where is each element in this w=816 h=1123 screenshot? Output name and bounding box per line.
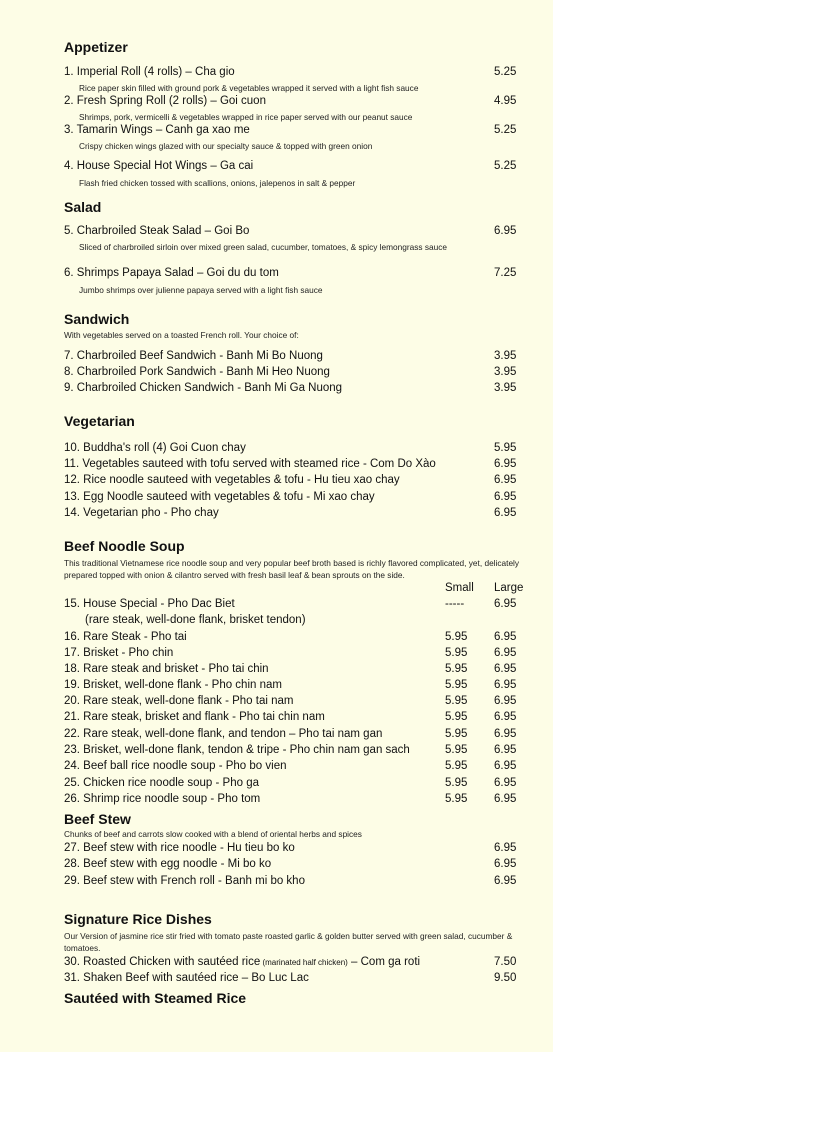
menu-item-price-large: 6.95 [494,793,517,805]
menu-item-price: 6.95 [494,491,517,503]
menu-item-name: 11. Vegetables sauteed with tofu served with steamed rice - Com Do Xào [64,458,436,470]
menu-item-name-tail: – Com ga roti [347,956,421,968]
menu-item-name: 26. Shrimp rice noodle soup - Pho tom [64,793,261,805]
menu-item-description: Jumbo shrimps over julienne papaya served with a light fish sauce [79,285,323,295]
menu-item-price-small: 5.95 [445,728,468,740]
menu-item-price-large: 6.95 [494,744,517,756]
menu-item-price: 4.95 [494,95,517,107]
menu-item-price: 6.95 [494,842,517,854]
menu-item-name: 3. Tamarin Wings – Canh ga xao me [64,124,250,136]
menu-item-name: 4. House Special Hot Wings – Ga cai [64,160,254,172]
menu-item-price-small: 5.95 [445,711,468,723]
menu-item-name: 10. Buddha's roll (4) Goi Cuon chay [64,442,246,454]
menu-item-name: 5. Charbroiled Steak Salad – Goi Bo [64,225,250,237]
menu-item-price-large: 6.95 [494,728,517,740]
menu-item-name-note: (marinated half chicken) [260,958,348,967]
menu-item-price: 6.95 [494,474,517,486]
menu-item-name: 28. Beef stew with egg noodle - Mi bo ko [64,858,272,870]
menu-item-name: 29. Beef stew with French roll - Banh mi bo kho [64,875,305,887]
menu-item-price-large: 6.95 [494,711,517,723]
section-title-sauteed: Sautéed with Steamed Rice [64,990,247,1006]
menu-item-price-small: 5.95 [445,793,468,805]
menu-item-price: 5.25 [494,124,517,136]
menu-item-price-small: 5.95 [445,760,468,772]
menu-item-price-small: ----- [445,598,465,610]
menu-item-name: 18. Rare steak and brisket - Pho tai chin [64,663,269,675]
menu-item-price-small: 5.95 [445,777,468,789]
menu-item-name: 2. Fresh Spring Roll (2 rolls) – Goi cuon [64,95,266,107]
menu-item-price-large: 6.95 [494,631,517,643]
menu-item-price-large: 6.95 [494,679,517,691]
menu-item-price-large: 6.95 [494,598,517,610]
menu-item-price: 6.95 [494,507,517,519]
menu-item-price: 6.95 [494,858,517,870]
menu-item-name: 7. Charbroiled Beef Sandwich - Banh Mi Bo Nuong [64,350,323,362]
section-note-beef-stew: Chunks of beef and carrots slow cooked with a blend of oriental herbs and spices [64,829,362,839]
menu-item-description: Rice paper skin filled with ground pork & vegetables wrapped it served with a light fish sauce [79,83,419,93]
menu-item-name: 31. Shaken Beef with sautéed rice – Bo Luc Lac [64,972,309,984]
menu-item-price: 6.95 [494,458,517,470]
menu-item-price: 5.25 [494,66,517,78]
menu-item-price: 7.50 [494,956,517,968]
menu-item-name [64,956,420,968]
menu-item-price: 3.95 [494,366,517,378]
menu-item-price-large: 6.95 [494,760,517,772]
menu-item-price-large: 6.95 [494,647,517,659]
section-title-appetizer: Appetizer [64,39,128,55]
menu-item-price-small: 5.95 [445,744,468,756]
menu-item-name: 22. Rare steak, well-done flank, and tendon – Pho tai nam gan [64,728,383,740]
menu-item-name: 8. Charbroiled Pork Sandwich - Banh Mi Heo Nuong [64,366,330,378]
menu-item-price-small: 5.95 [445,631,468,643]
section-note-sandwich: With vegetables served on a toasted French roll. Your choice of: [64,330,299,340]
column-header-large: Large [494,582,524,594]
menu-item-description: Flash fried chicken tossed with scallions, onions, jalepenos in salt & pepper [79,178,356,188]
menu-item-price-large: 6.95 [494,695,517,707]
menu-item-name: 27. Beef stew with rice noodle - Hu tieu bo ko [64,842,295,854]
menu-item-price-large: 6.95 [494,663,517,675]
menu-item-price: 7.25 [494,267,517,279]
menu-item-name: 17. Brisket - Pho chin [64,647,174,659]
section-title-sandwich: Sandwich [64,311,130,327]
menu-item-name: 20. Rare steak, well-done flank - Pho tai nam [64,695,294,707]
menu-item-name: 14. Vegetarian pho - Pho chay [64,507,219,519]
menu-item-price-large: 6.95 [494,777,517,789]
section-note-signature-rice: Our Version of jasmine rice stir fried with tomato paste roasted garlic & golden butter served with green salad, cucumber & tomatoes. [64,931,513,953]
menu-item-name: 25. Chicken rice noodle soup - Pho ga [64,777,259,789]
menu-item-name: 13. Egg Noodle sauteed with vegetables & tofu - Mi xao chay [64,491,375,503]
menu-item-price: 6.95 [494,225,517,237]
menu-item-price: 3.95 [494,350,517,362]
menu-item-price: 5.95 [494,442,517,454]
menu-item-description: Crispy chicken wings glazed with our specialty sauce & topped with green onion [79,141,373,151]
menu-item-price: 3.95 [494,382,517,394]
menu-item-price-small: 5.95 [445,647,468,659]
menu-item-name: 15. House Special - Pho Dac Biet [64,598,235,610]
menu-item-name: 12. Rice noodle sauteed with vegetables & tofu - Hu tieu xao chay [64,474,400,486]
menu-item-name: 21. Rare steak, brisket and flank - Pho tai chin nam [64,711,325,723]
section-title-beef-stew: Beef Stew [64,811,131,827]
menu-item-name: 9. Charbroiled Chicken Sandwich - Banh Mi Ga Nuong [64,382,343,394]
menu-item-price: 9.50 [494,972,517,984]
menu-item-name: 19. Brisket, well-done flank - Pho chin nam [64,679,282,691]
section-title-salad: Salad [64,199,102,215]
section-title-beef-noodle-soup: Beef Noodle Soup [64,538,185,554]
menu-item-price-small: 5.95 [445,679,468,691]
menu-item-price: 6.95 [494,875,517,887]
menu-item-price-small: 5.95 [445,695,468,707]
menu-item-name: 16. Rare Steak - Pho tai [64,631,187,643]
menu-item-name-main: 30. Roasted Chicken with sautéed rice [64,956,261,968]
menu-item-name: 23. Brisket, well-done flank, tendon & tripe - Pho chin nam gan sach [64,744,410,756]
menu-item-price-small: 5.95 [445,663,468,675]
section-title-vegetarian: Vegetarian [64,413,135,429]
menu-item-subtitle: (rare steak, well-done flank, brisket tendon) [85,614,306,626]
menu-item-name: 6. Shrimps Papaya Salad – Goi du du tom [64,267,279,279]
menu-item-description: Shrimps, pork, vermicelli & vegetables wrapped in rice paper served with our peanut sauce [79,112,413,122]
section-title-signature-rice: Signature Rice Dishes [64,911,212,927]
menu-item-description: Sliced of charbroiled sirloin over mixed green salad, cucumber, tomatoes, & spicy lemongrass sauce [79,242,448,252]
column-header-small: Small [445,582,474,594]
menu-item-price: 5.25 [494,160,517,172]
section-note-beef-noodle-soup: This traditional Vietnamese rice noodle soup and very popular beef broth based is richly flavored complicated, yet, delicately prepared topped with onion & cilantro served with fresh basil leaf & bean sprouts on the side. [64,558,520,580]
menu-item-name: 24. Beef ball rice noodle soup - Pho bo vien [64,760,287,772]
menu-item-name: 1. Imperial Roll (4 rolls) – Cha gio [64,66,235,78]
